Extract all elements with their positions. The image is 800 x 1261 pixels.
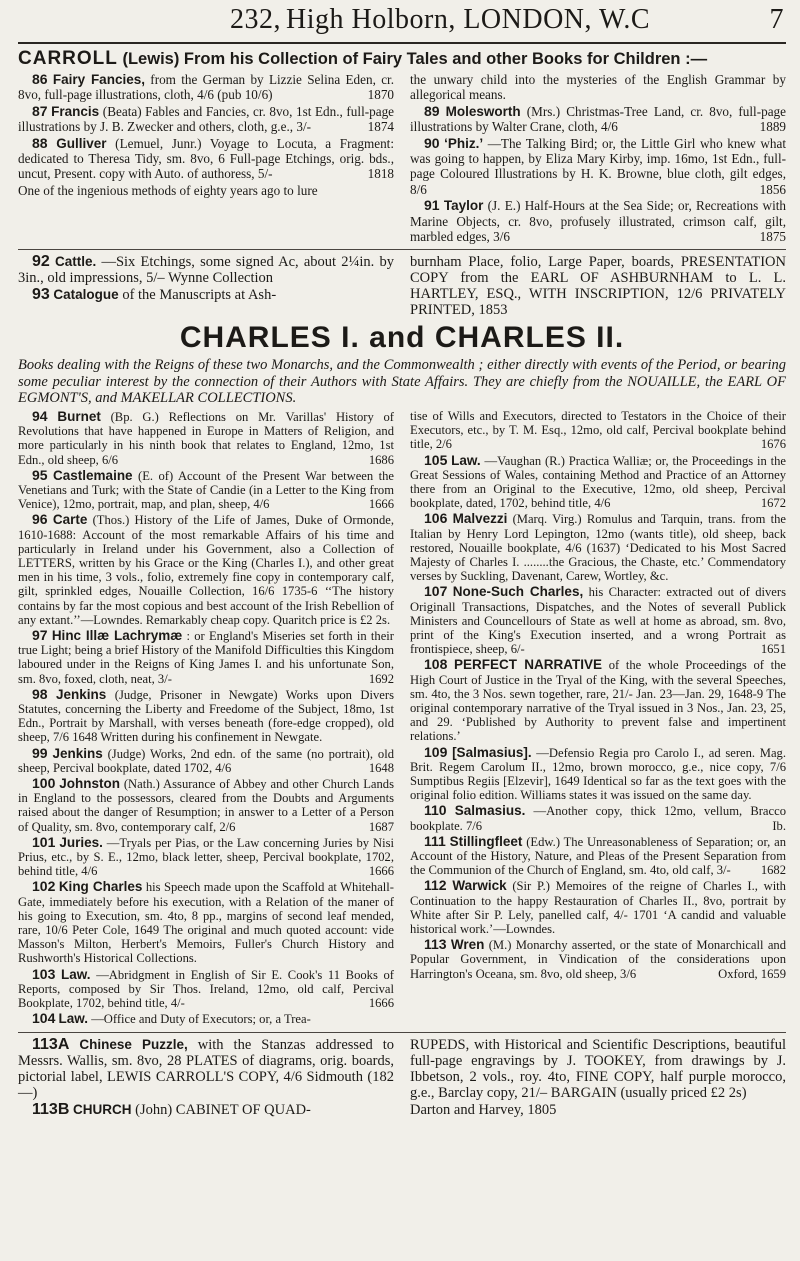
lot-number: 107 — [424, 583, 448, 600]
bottom-right-column — [410, 1037, 786, 1119]
lot-number: 109 — [424, 743, 448, 760]
catalogue-entry — [410, 878, 786, 936]
catalogue-entry — [410, 803, 786, 832]
catalogue-entry — [18, 287, 394, 303]
address: High Holborn, LONDON, W.C — [286, 4, 651, 35]
entry-description: burnham Place, folio, Large Paper, boards, PRESENTATION COPY from the EARL OF ASHBURNHAM to L. L. HARTLEY, ESQ., WITH INSCRIPTION, 12/6 PRIVATELY PRINTED, 1853 — [410, 254, 786, 319]
catalogue-entry — [410, 834, 786, 878]
entry-title: Law. — [58, 1011, 89, 1027]
catalogue-entry — [18, 468, 394, 512]
entry-description: (Lemuel, Junr.) Voyage to Locuta, a Fragment: dedicated to Theresa Tidy, sm. 8vo, 6 Full-page Etchings, orig. bds., uncut, Present. copy with Auto. of authoress, 5/- — [18, 135, 395, 182]
entry-title: Gulliver — [56, 135, 107, 151]
lot-number: 97 — [32, 627, 48, 644]
lot-number: 113B — [32, 1100, 70, 1118]
entry-date: 1648 — [368, 760, 394, 775]
lot-number: 98 — [32, 685, 48, 702]
entry-description: the unwary child into the mysteries of the English Grammar by allegorical means. — [410, 72, 786, 103]
catalogue-entry — [18, 628, 394, 686]
entry-date: 1666 — [368, 996, 394, 1011]
entry-date: 1874 — [367, 119, 394, 135]
lot-number: 89 — [424, 102, 440, 119]
lot-number: 102 — [32, 878, 56, 895]
lot-number: 105 — [424, 451, 448, 468]
catalogue-page — [18, 0, 786, 1261]
lot-number: 92 — [32, 253, 50, 271]
entry-description: : or England's Miseries set forth in their true Light; being a brief History of the Manifold Difficulties this Kingdom laboured under in the Reigns of King James I. and his unfortunate Son, sm. 8vo, foxed, cloth, neat, 3/- — [18, 629, 394, 686]
entry-date: 1889 — [759, 119, 786, 135]
entry-description: (Nath.) Assurance of Abbey and other Church Lands in England to the possessors, cleared from the Doubts and Arguments raised about the danger of Resumption; in answer to a Letter of a Person of Quality, sm. 8vo, contemporary calf, 2/6 — [18, 777, 394, 834]
entry-description: of the whole Proceedings of the High Court of Justice in the Tryal of the King, with the several Speeches, sm. 4to, the 3 Nos. sewn together, rare, 21/- Jan. 23—Jan. 29, 1648-9 The original contemporary narrative of the Tryal issued in 3 Nos., Jan. 23, 25, and 29. ‘Published by Authority to prevent false and impertinent relations.’ — [410, 658, 787, 744]
top-right-column — [410, 72, 786, 245]
catalogue-entry — [410, 657, 786, 743]
entry-date: 1676 — [760, 437, 786, 452]
entry-description: from the German by Lizzie Selina Eden, cr. 8vo, full-page illustrations, cloth, 4/6 (pub 10/6) — [18, 72, 395, 103]
catalogue-entry — [18, 687, 394, 745]
catalogue-entry — [18, 967, 394, 1011]
lot-number: 111 — [424, 832, 446, 849]
entry-title: Carte — [52, 512, 88, 528]
entry-title: None-Such Charles, — [452, 584, 584, 600]
catalogue-entry — [18, 879, 394, 965]
catalogue-entry — [18, 746, 394, 775]
entry-title: CHURCH — [73, 1101, 132, 1117]
catalogue-entry — [18, 72, 394, 103]
running-head — [18, 0, 786, 40]
entry-title: ‘Phiz.’ — [444, 135, 484, 151]
catalogue-entry — [410, 409, 786, 452]
lot-number: 90 — [424, 134, 440, 151]
entry-date: 1687 — [368, 819, 394, 834]
entry-description: —Another copy, thick 12mo, vellum, Bracco bookplate. 7/6 — [410, 804, 786, 833]
lot-number: 113 — [424, 936, 447, 953]
main-left-column — [18, 409, 394, 1028]
entry-description: (John) CABINET OF QUAD- — [135, 1101, 311, 1118]
catalogue-entry — [18, 776, 394, 834]
entry-date: 1686 — [368, 452, 394, 467]
divider — [18, 1032, 786, 1033]
lot-number: 95 — [32, 466, 48, 483]
entry-title: Burnet — [57, 408, 101, 424]
entry-date: 1856 — [759, 181, 786, 197]
catalogue-entry — [18, 183, 394, 198]
publisher-banner — [18, 48, 786, 70]
entry-title: PERFECT NARRATIVE — [454, 657, 603, 673]
entry-date: 1672 — [760, 496, 786, 511]
entry-title: Malvezzi — [452, 511, 508, 527]
lot-number: 104 — [32, 1010, 56, 1027]
catalogue-entry — [410, 453, 786, 511]
entry-description: —The Talking Bird; or, the Little Girl who knew what was going to happen, by Eliza Mary Kirby, imp. 16mo, 1st Edn., full-page Coloured Illustrations by H. K. Browne, blue cloth, gilt edges, 8/6 — [410, 135, 786, 197]
catalogue-entry — [410, 937, 786, 981]
catalogue-entry — [18, 512, 394, 627]
lot-number: 113A — [32, 1035, 70, 1053]
entry-description: —Defensio Regia pro Carolo I., ad seren. Mag. Brit. Regem Carolum II., 12mo, brown morocco, g.e., nice copy, 7/6 Sumptibus Regiis [Elzevir], 1649 Identical so far as the text goes with the original folio edition. Williams states it was issued on the same day. — [410, 745, 786, 803]
entry-title: Cattle. — [55, 254, 97, 270]
catalogue-entry — [18, 104, 394, 135]
lot-number: 87 — [32, 102, 48, 119]
lot-number: 86 — [32, 71, 48, 87]
entry-description: (Sir P.) Memoires of the reigne of Charles I., with Continuation to the happy Restauration of Charles II., 8vo, portrait by White after Sir P. Lely, panelled calf, 4/- 1701 ‘A candid and valuable historical work.’—Lowndes. — [410, 879, 786, 937]
catalogue-entry — [18, 254, 394, 286]
entry-description: (Judge, Prisoner in Newgate) Works upon Divers Statutes, concerning the Liberty and Freedome of the Subject, 18mo, 1st Edn., Portrait by Marshall, with verses beneath (fore-edge cropped), old sheep, 7/6 1648 Written during his confinement in Newgate. — [18, 687, 394, 745]
entry-title: [Salmasius]. — [452, 744, 532, 760]
catalogue-entry — [18, 136, 394, 182]
lot-number: 94 — [32, 407, 48, 424]
catalogue-entry — [410, 1037, 786, 1101]
lot-number: 100 — [32, 775, 56, 792]
entry-date: 1666 — [368, 497, 394, 512]
entry-title: Jenkins — [52, 745, 103, 761]
entry-description: (Edw.) The Unreasonableness of Separation; or, an Account of the History, Nature, and Pleas of the Present Separation from the Communion of the Church of England, sm. 4to, old calf, 3/- — [410, 834, 786, 878]
entry-title: Hinc Illæ Lachrymæ — [51, 628, 183, 644]
entry-description: (Judge) Works, 2nd edn. of the same (no portrait), old sheep, Percival bookplate, dated 1702, 4/6 — [18, 746, 394, 775]
entry-description: (Beata) Fables and Fancies, cr. 8vo, 1st Edn., full-page illustrations by J. B. Zwecker and others, cloth, g.e., 3/- — [18, 103, 395, 135]
header-rule — [18, 42, 786, 44]
catalogue-entry — [410, 72, 786, 103]
main-right-column — [410, 409, 786, 1028]
entry-title: Wren — [450, 937, 485, 953]
entry-description: One of the ingenious methods of eighty years ago to lure — [18, 182, 318, 198]
entry-title: King Charles — [58, 879, 143, 895]
entry-description: —Abridgment in English of Sir E. Cook's 11 Books of Reports, composed by Sir Thos. Ireland, 12mo, old calf, Percival Bookplate, 1702, behind title, 4/- — [18, 967, 395, 1011]
page-number: 232, — [230, 4, 281, 35]
entry-description: RUPEDS, with Historical and Scientific Descriptions, beautiful full-page engravings by J. TOOKEY, from drawings by J. Ibbetson, 2 vols., roy. 4to, FINE COPY, half purple morocco, g.e., Barclay copy, 21/– BARGAIN (usually priced £2 2s) — [410, 1036, 786, 1101]
catalogue-entry — [410, 1102, 786, 1118]
entry-description: (Thos.) History of the Life of James, Duke of Ormonde, 1610-1688: Account of the most remarkable Affairs of his time and particularly in Ireland under his Government, also a Collection of LETTERS, written by his Grace or the King (Charles I.), and other great men in his time, 3 vols., folio, extremely fine copy in contemporary calf, gilt, sprinkled edges, Nouaille Collection, 16/6 1735-6 ‘‘The history contains by far the most copious and best account of the Irish Rebellion of any extant.’’—Lowndes. Remarkably cheap copy. Quaritch price is £2 2s. — [18, 513, 395, 627]
banner-text: (Lewis) From his Collection of Fairy Tales and other Books for Children :— — [122, 50, 708, 68]
catalogue-entry — [18, 1037, 394, 1101]
entry-description: —Tryals per Pias, or the Law concerning Juries by Nisi Prius, etc., by S. E., 12mo, black letter, sheep, Percival bookplate, 1702, behind title, 4/6 — [18, 835, 394, 879]
entry-description: of the Manuscripts at Ash- — [122, 287, 277, 304]
entry-description: —Vaughan (R.) Practica Walliæ; or, the Proceedings in the Great Sessions of Wales, containing Method and Practice of an Attorney there from an Original to the Executive, 12mo, old sheep, Percival bookplate, dated, 1702, behind title, 4/6 — [410, 453, 786, 511]
lot-number: 88 — [32, 134, 48, 151]
divider — [18, 249, 786, 250]
catalogue-entry — [410, 198, 786, 244]
entry-title: Law. — [61, 966, 91, 982]
publisher-name: CARROLL — [18, 48, 118, 69]
mid-right-column — [410, 254, 786, 319]
section-intro: Books dealing with the Reigns of these two Monarchs, and the Commonwealth ; either directly with events of the Period, or bearing some peculiar interest by the connection of their Authors with State Affairs. They are chiefly from the NOUAILLE, the EARL OF EGMONT'S, and MAKELLAR COLLECTIONS. — [18, 357, 786, 407]
entry-title: Molesworth — [445, 103, 521, 119]
catalogue-entry — [410, 104, 786, 135]
entry-title: Chinese Puzzle, — [79, 1036, 188, 1052]
entry-date: 1651 — [760, 642, 786, 657]
top-left-column — [18, 72, 394, 245]
entry-description: (E. of) Account of the Present War between the Venetians and Turk; with the State of Candie (in a Letter to the King from Venice), 12mo, portrait, map, and plan, sheep, 4/6 — [18, 468, 394, 512]
corner-number: 7 — [769, 4, 784, 35]
bottom-columns — [18, 1037, 786, 1119]
entry-description: tise of Wills and Executors, directed to Testators in the Choice of their Executors, etc., by T. M. Esq., 12mo, old calf, Percival bookplate behind title, 2/6 — [410, 408, 786, 452]
entry-description: his Character: extracted out of divers Originall Transactions, Dispatches, and the Notes of severall Publick Ministers and Councellours of State as well at home as abroad, sm. 8vo, print of the King's Execution inserted, and a wrong Portrait as frontispiece, sheep, 6/- — [410, 585, 786, 657]
entry-date: 1875 — [759, 229, 786, 245]
entry-title: Taylor — [443, 198, 484, 214]
entry-description: his Speech made upon the Scaffold at Whitehall-Gate, immediately before his execution, with a Relation of the maner of his going to Execution, sm. 4to, 8 pp., margins of second leaf mended, rare, 10/6 Peter Cole, 1649 The original and much quoted account: vide Masson's Milton, Herbert's Memoirs, Fuller's Church History and Rushworth's Historical Collections. — [18, 880, 394, 966]
mid-columns — [18, 254, 786, 319]
lot-number: 96 — [32, 511, 48, 528]
lot-number: 112 — [424, 877, 447, 894]
entry-date: 1818 — [367, 166, 394, 182]
catalogue-entry — [410, 136, 786, 198]
entry-title: Francis — [51, 103, 100, 119]
lot-number: 99 — [32, 744, 48, 761]
entry-date: 1682 — [760, 863, 786, 878]
entry-title: Stillingfleet — [449, 833, 523, 849]
catalogue-entry — [410, 745, 786, 803]
entry-title: Jenkins — [56, 686, 107, 702]
entry-description: (J. E.) Half-Hours at the Sea Side; or, Recreations with Marine Objects, cr. 8vo, profusely illustrated, crimson calf, gilt, marbled edges, 3/6 — [410, 198, 786, 245]
catalogue-entry — [18, 409, 394, 467]
catalogue-entry — [18, 1102, 394, 1118]
catalogue-entry — [18, 1011, 394, 1026]
catalogue-entry — [410, 584, 786, 656]
entry-description: (M.) Monarchy asserted, or the state of Monarchicall and Popular Government, in Vindication of the considerations upon Harrington's Oceana, sm. 8vo, old sheep, 3/6 — [410, 938, 786, 981]
entry-date: Oxford, 1659 — [718, 966, 786, 981]
entry-description: (Bp. G.) Reflections on Mr. Varillas' History of Revolutions that have happened in Europe in Matters of Religion, and more particularly in his ninth book that relates to England, 12mo, 1st Edn., old sheep, 6/6 — [18, 409, 394, 467]
lot-number: 103 — [32, 965, 56, 982]
entry-description: (Marq. Virg.) Romulus and Tarquin, trans. from the Italian by Henry Lord Lepington, 12mo (wants title), old sheep, back restored, Nouaille bookplate, 4/6 (1637) ‘Dedicated to his Most Sacred Majesty of Charles I. ........the Gracious, the Chaste, etc.’ Commendatory verses by Suckling, Davenant, Carew, Wortley, &c. — [410, 512, 786, 584]
entry-description: Darton and Harvey, 1805 — [410, 1101, 557, 1118]
entry-title: Salmasius. — [454, 803, 526, 819]
lot-number: 91 — [424, 197, 440, 214]
entry-description: —Office and Duty of Executors; or, a Trea- — [91, 1012, 311, 1027]
lot-number: 101 — [32, 833, 56, 850]
entry-date: Ib. — [772, 818, 786, 833]
entry-title: Juries. — [59, 834, 103, 850]
entry-title: Warwick — [452, 878, 507, 894]
catalogue-entry — [18, 835, 394, 879]
entry-title: Fairy Fancies, — [52, 72, 145, 87]
entry-title: Law. — [451, 452, 481, 468]
entry-title: Castlemaine — [53, 467, 133, 483]
entry-title: Catalogue — [53, 287, 119, 303]
entry-description: (Mrs.) Christmas-Tree Land, cr. 8vo, full-page illustrations by Walter Crane, cloth, 4/6 — [410, 103, 787, 135]
top-columns — [18, 72, 786, 245]
lot-number: 110 — [424, 802, 447, 819]
entry-date: 1870 — [367, 87, 394, 103]
entry-description: with the Stanzas addressed to Messrs. Wallis, sm. 8vo, 28 PLATES of diagrams, orig. boards, pictorial label, LEWIS CARROLL'S COPY, 4/6 Sidmouth (182—) — [18, 1036, 394, 1101]
lot-number: 93 — [32, 286, 50, 304]
entry-title: Johnston — [59, 776, 120, 792]
section-heading: CHARLES I. and CHARLES II. — [179, 321, 625, 355]
lot-number: 108 — [424, 656, 448, 673]
mid-left-column — [18, 254, 394, 319]
entry-date: 1666 — [368, 864, 394, 879]
lot-number: 106 — [424, 510, 448, 527]
entry-description: —Six Etchings, some signed Ac, about 2¼in. by 3in., old impressions, 5/– Wynne Collection — [18, 254, 395, 287]
catalogue-entry — [410, 254, 786, 318]
main-columns — [18, 409, 786, 1028]
catalogue-entry — [410, 511, 786, 583]
entry-date: 1692 — [368, 671, 394, 686]
bottom-left-column — [18, 1037, 394, 1119]
